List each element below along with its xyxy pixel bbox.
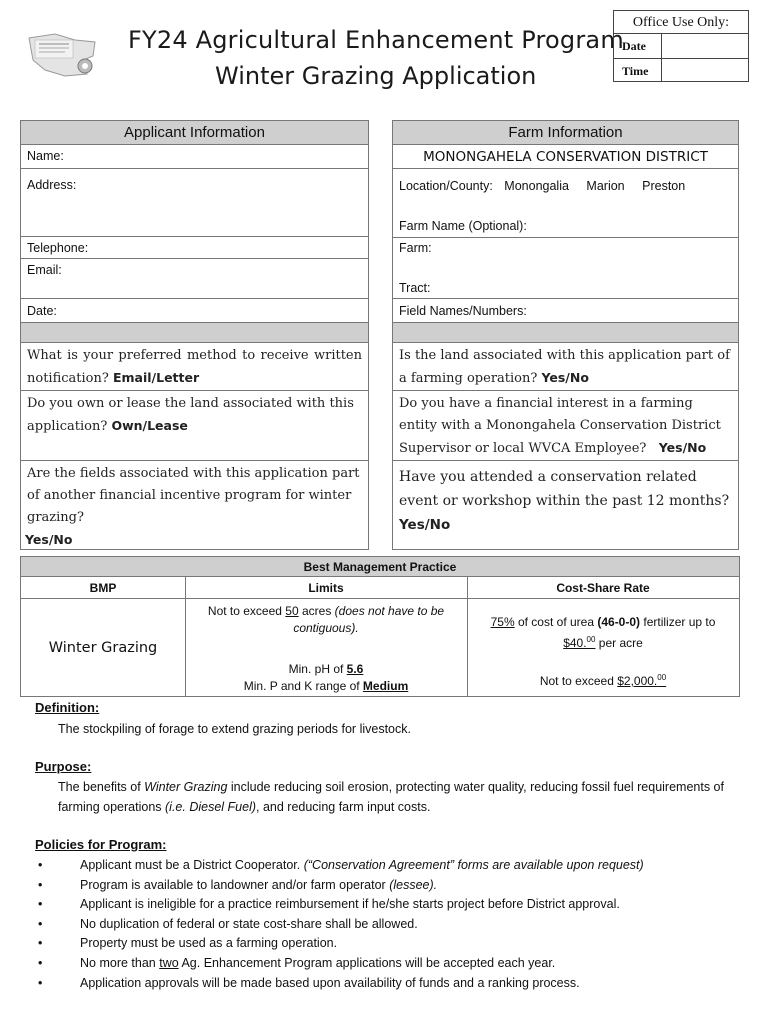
page-subtitle: Winter Grazing Application (215, 62, 537, 90)
policies-heading: Policies for Program: (35, 837, 167, 852)
location-county-row[interactable] (393, 169, 738, 237)
county-option-monongalia[interactable]: Monongalia (504, 179, 569, 193)
applicant-information-section (20, 120, 369, 550)
farming-operation-question[interactable]: Is the land associated with this application part of a farming operation? Yes/No (393, 343, 738, 391)
purpose-text: The benefits of Winter Grazing include reducing soil erosion, protecting water quality, reducing fossil fuel requirements of farming operations (i.e. Diesel Fuel), and reducing farm input costs. (58, 780, 724, 814)
county-option-marion[interactable]: Marion (586, 179, 625, 193)
farm-heading: Farm Information (393, 121, 738, 145)
district-logo-icon (25, 30, 100, 80)
own-lease-question[interactable]: Do you own or lease the land associated with this application? Own/Lease (21, 391, 368, 461)
office-use-title: Office Use Only: (614, 11, 748, 34)
telephone-label: Telephone: (27, 241, 89, 255)
notification-method-question[interactable]: What is your preferred method to receive written notification? Email/Letter (21, 343, 368, 391)
page-title: FY24 Agricultural Enhancement Program (128, 26, 624, 54)
name-label: Name: (27, 149, 64, 163)
workshop-question[interactable]: Have you attended a conservation related event or workshop within the past 12 months? Yes/No (399, 469, 730, 533)
district-name: MONONGAHELA CONSERVATION DISTRICT (423, 149, 708, 165)
limit-p-k: Min. P and K range of Medium (243, 679, 409, 693)
office-time-field[interactable] (662, 59, 748, 82)
farm-name-label: Farm Name (Optional): (399, 219, 527, 233)
bmp-table-heading: Best Management Practice (21, 557, 739, 577)
cost-share-column-header: Cost-Share Rate (467, 577, 739, 599)
other-incentive-options[interactable]: Yes/No (25, 532, 73, 547)
financial-interest-question[interactable]: Do you have a financial interest in a farming entity with a Monongahela Conservation District Supervisor or local WVCA Employee? Yes/No (393, 391, 738, 461)
list-item: • Property must be used as a farming operation. (58, 934, 644, 954)
rate-max: Not to exceed $2,000.00 (539, 673, 667, 688)
farming-operation-options[interactable]: Yes/No (541, 370, 589, 385)
farm-label: Farm: (399, 241, 432, 255)
date-field[interactable] (21, 299, 368, 323)
list-item: • Program is available to landowner and/or farm operator (lessee). (58, 876, 644, 896)
definition-heading: Definition: (35, 700, 100, 715)
telephone-field[interactable] (21, 237, 368, 259)
email-field[interactable] (21, 259, 368, 299)
purpose-heading: Purpose: (35, 759, 92, 774)
limit-acres: Not to exceed 50 acres (does not have to be contiguous). (207, 604, 445, 635)
farm-tract-field[interactable] (393, 237, 738, 299)
bmp-column-header: BMP (21, 577, 185, 599)
list-item: • No duplication of federal or state cost-share shall be allowed. (58, 915, 644, 935)
email-label: Email: (27, 263, 62, 277)
financial-interest-options[interactable]: Yes/No (658, 440, 707, 455)
office-date-label: Date (614, 34, 662, 58)
applicant-heading: Applicant Information (21, 121, 368, 145)
field-names-label: Field Names/Numbers: (399, 304, 527, 318)
other-incentive-question[interactable]: Are the fields associated with this application part of another financial incentive program for winter grazing? Yes/No (25, 466, 360, 547)
office-time-label: Time (614, 59, 662, 82)
location-label: Location/County: (399, 179, 493, 193)
farm-information-section (392, 120, 739, 550)
definition-text: The stockpiling of forage to extend grazing periods for livestock. (58, 722, 411, 736)
county-option-preston[interactable]: Preston (642, 179, 686, 193)
address-label: Address: (27, 178, 77, 192)
bmp-name: Winter Grazing (48, 640, 158, 656)
list-item: • No more than two Ag. Enhancement Program applications will be accepted each year. (58, 954, 644, 974)
applicant-divider-bar (21, 323, 368, 343)
bmp-table (20, 556, 740, 697)
own-lease-options[interactable]: Own/Lease (111, 418, 188, 433)
office-use-box (613, 10, 749, 82)
rate-urea: 75% of cost of urea (46-0-0) fertilizer up to $40.00 per acre (490, 615, 716, 650)
notification-options[interactable]: Email/Letter (112, 370, 200, 385)
workshop-options[interactable]: Yes/No (399, 517, 451, 533)
limits-column-header: Limits (185, 577, 467, 599)
limit-ph: Min. pH of 5.6 (288, 662, 364, 676)
list-item: • Application approvals will be made based upon availability of funds and a ranking process. (58, 974, 644, 994)
field-names-field[interactable] (393, 299, 738, 323)
date-label: Date: (27, 304, 57, 318)
policies-list (58, 856, 644, 993)
office-date-field[interactable] (662, 34, 748, 58)
list-item: • Applicant is ineligible for a practice reimbursement if he/she starts project before District approval. (58, 895, 644, 915)
list-item: • Applicant must be a District Cooperator. (“Conservation Agreement” forms are available upon request) (58, 856, 644, 876)
name-field[interactable] (21, 145, 368, 169)
address-field[interactable] (21, 169, 368, 237)
farm-divider-bar (393, 323, 738, 343)
district-name-row (393, 145, 738, 169)
tract-label: Tract: (399, 281, 431, 295)
